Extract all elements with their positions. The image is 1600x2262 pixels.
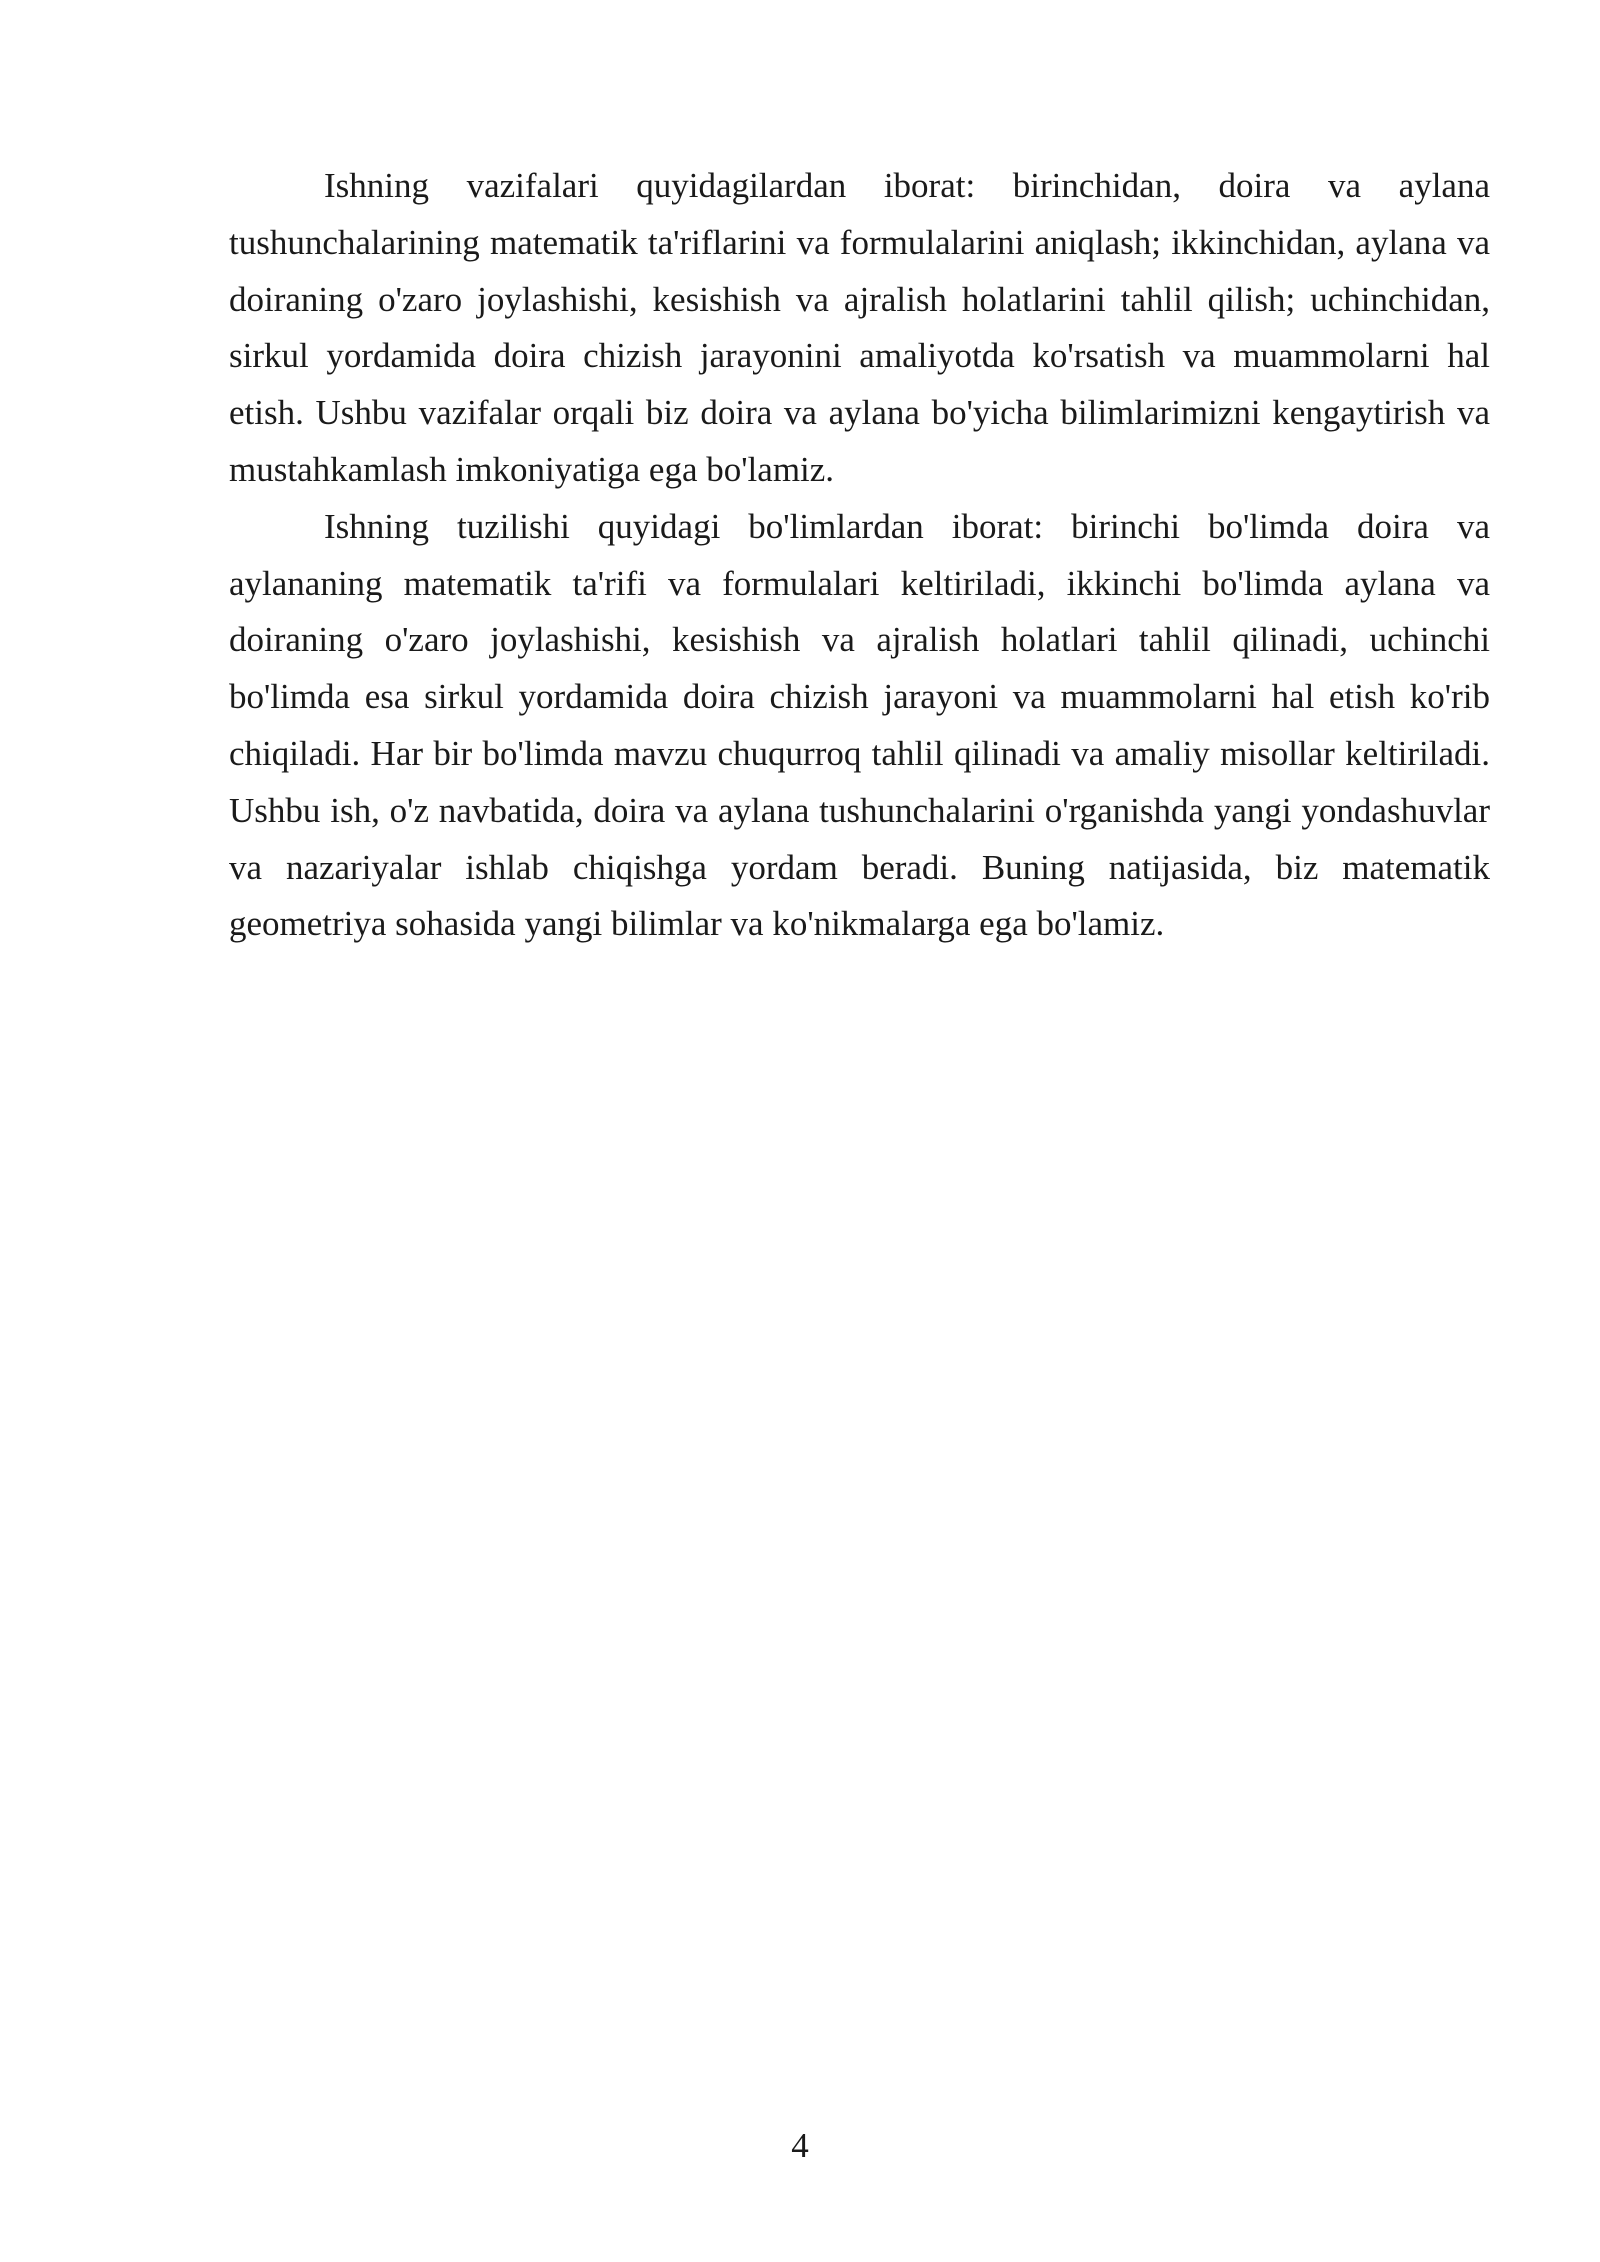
body-text xyxy=(229,158,1490,953)
paragraph-structure: Ishning tuzilishi quyidagi bo'limlardan iborat: birinchi bo'limda doira va aylananing matematik ta'rifi va formulalari keltiriladi, ikkinchi bo'limda aylana va doiraning o'zaro joylashishi, kesishish va ajralish holatlari tahlil qilinadi, uchinchi bo'limda esa sirkul yordamida doira chizish jarayoni va muammolarni hal etish ko'rib chiqiladi. Har bir bo'limda mavzu chuqurroq tahlil qilinadi va amaliy misollar keltiriladi. Ushbu ish, o'z navbatida, doira va aylana tushunchalarini o'rganishda yangi yondashuvlar va nazariyalar ishlab chiqishga yordam beradi. Buning natijasida, biz matematik geometriya sohasida yangi bilimlar va ko'nikmalarga ega bo'lamiz. xyxy=(229,506,1490,944)
page-number: 4 xyxy=(791,2126,809,2165)
paragraph-tasks: Ishning vazifalari quyidagilardan iborat: birinchidan, doira va aylana tushunchalarining matematik ta'riflarini va formulalarini aniqlash; ikkinchidan, aylana va doiraning o'zaro joylashishi, kesishish va ajralish holatlarini tahlil qilish; uchinchidan, sirkul yordamida doira chizish jarayonini amaliyotda ko'rsatish va muammolarni hal etish. Ushbu vazifalar orqali biz doira va aylana bo'yicha bilimlarimizni kengaytirish va mustahkamlash imkoniyatiga ega bo'lamiz. xyxy=(229,166,1490,489)
